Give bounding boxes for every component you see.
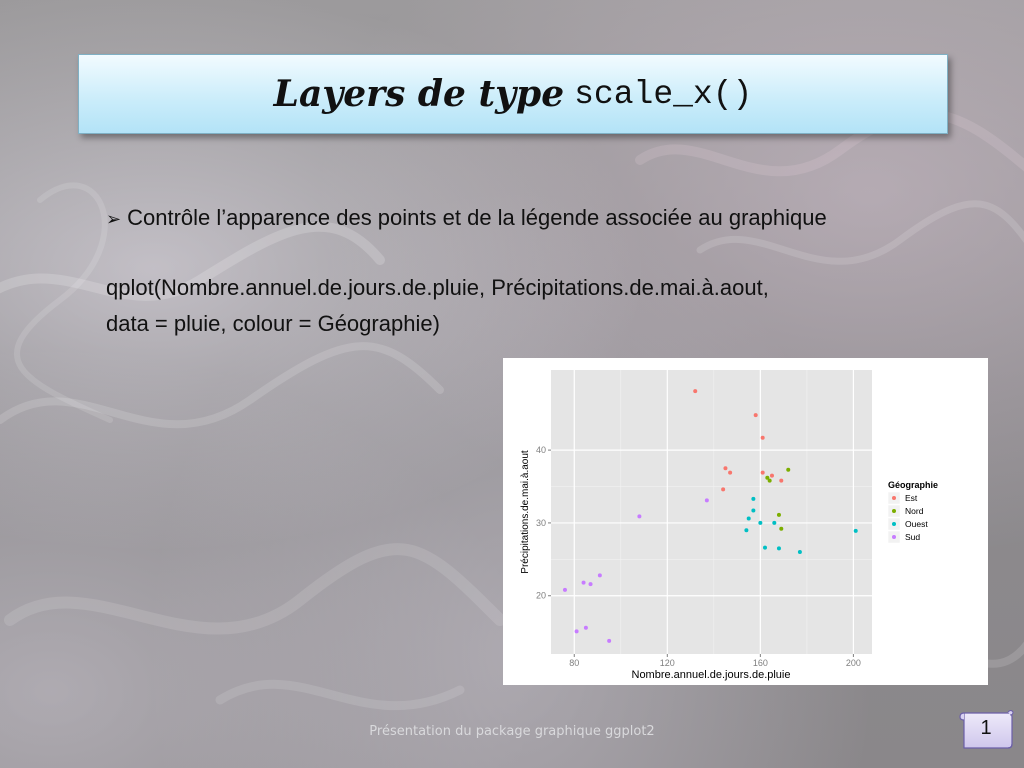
data-point-ouest <box>772 521 776 525</box>
data-point-ouest <box>744 528 748 532</box>
data-point-est <box>779 479 783 483</box>
data-point-nord <box>786 468 790 472</box>
data-point-ouest <box>763 546 767 550</box>
data-point-ouest <box>751 497 755 501</box>
data-point-sud <box>563 588 567 592</box>
legend-label: Ouest <box>905 519 928 529</box>
data-point-est <box>770 474 774 478</box>
slide-number-badge <box>958 708 1014 750</box>
data-point-est <box>761 471 765 475</box>
data-point-ouest <box>777 546 781 550</box>
y-tick-label: 20 <box>535 590 546 601</box>
slide-number: 1 <box>980 717 992 739</box>
legend-label: Nord <box>905 506 924 516</box>
data-point-ouest <box>758 521 762 525</box>
slide-title-box <box>78 54 948 134</box>
data-point-nord <box>777 513 781 517</box>
data-point-sud <box>607 639 611 643</box>
data-point-ouest <box>747 517 751 521</box>
data-point-sud <box>598 573 602 577</box>
legend-key-point <box>892 522 896 526</box>
data-point-sud <box>637 514 641 518</box>
x-axis-label: Nombre.annuel.de.jours.de.pluie <box>631 669 791 681</box>
y-tick-label: 30 <box>535 517 546 528</box>
y-tick-label: 40 <box>535 445 546 456</box>
data-point-sud <box>582 581 586 585</box>
legend-label: Est <box>905 493 918 503</box>
data-point-ouest <box>751 509 755 513</box>
scatter-plot-panel <box>503 358 988 685</box>
legend <box>888 480 938 543</box>
data-point-nord <box>768 479 772 483</box>
code-line-1: qplot(Nombre.annuel.de.jours.de.pluie, Précipitations.de.mai.à.aout, <box>106 275 769 300</box>
legend-title: Géographie <box>888 480 939 490</box>
arrow-bullet-icon: ➢ <box>106 209 122 229</box>
legend-key-point <box>892 496 896 500</box>
slide-title: Layers de type <box>273 73 565 115</box>
legend-key-point <box>892 509 896 513</box>
data-point-est <box>693 389 697 393</box>
x-tick-label: 120 <box>659 658 675 668</box>
code-line-2: data = pluie, colour = Géographie) <box>106 311 440 336</box>
data-point-sud <box>584 626 588 630</box>
data-point-est <box>761 436 765 440</box>
plot-area <box>551 370 872 654</box>
data-point-ouest <box>854 529 858 533</box>
y-axis-label: Précipitations.de.mai.à.aout <box>520 450 531 574</box>
bullet-text: Contrôle l’apparence des points et de la légende associée au graphique <box>127 205 827 230</box>
bullet-point <box>106 205 827 231</box>
x-tick-label: 80 <box>569 658 580 668</box>
data-point-est <box>723 466 727 470</box>
data-point-sud <box>575 629 579 633</box>
footer-text: Présentation du package graphique ggplot2 <box>369 724 655 739</box>
legend-label: Sud <box>905 532 921 542</box>
scatter-plot <box>503 358 988 685</box>
legend-key-point <box>892 535 896 539</box>
data-point-est <box>721 487 725 491</box>
data-point-sud <box>589 582 593 586</box>
data-point-est <box>754 413 758 417</box>
data-point-nord <box>779 527 783 531</box>
slide-title-code: scale_x() <box>574 75 753 113</box>
data-point-sud <box>705 498 709 502</box>
x-tick-label: 200 <box>845 658 861 668</box>
data-point-est <box>728 471 732 475</box>
x-tick-label: 160 <box>752 658 768 668</box>
data-point-ouest <box>798 550 802 554</box>
